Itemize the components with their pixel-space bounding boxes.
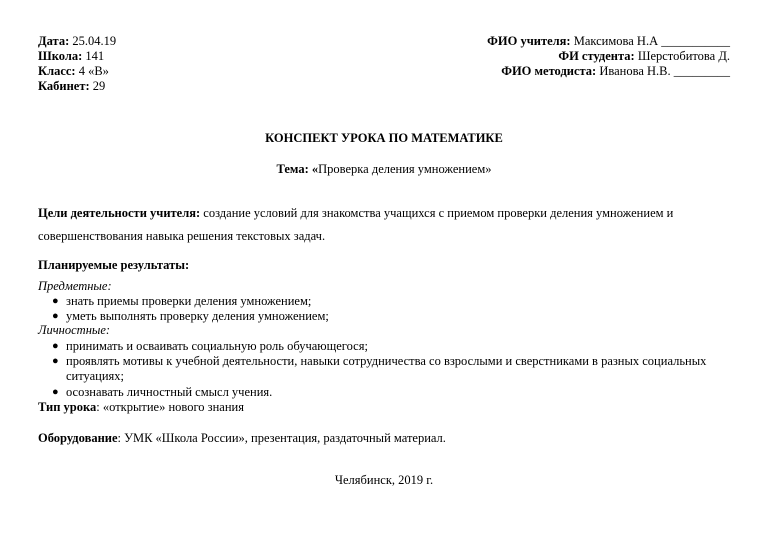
bullet-icon: ● <box>52 355 59 367</box>
goals-text-1: создание условий для знакомства учащихся с приемом проверки деления умножением и <box>200 206 674 220</box>
room-line <box>38 78 105 94</box>
teacher-value: Максимова Н.А ___________ <box>573 34 730 48</box>
student-value: Шерстобитова Д. <box>637 49 730 63</box>
methodist-value: Иванова Н.В. _________ <box>599 64 730 78</box>
room-label: Кабинет: <box>38 79 90 93</box>
lesson-type-line <box>38 399 244 415</box>
results-heading-text: Планируемые результаты: <box>38 258 190 272</box>
equipment-label: Оборудование <box>38 431 118 445</box>
goals-text-2: совершенствования навыка решения текстовых задач. <box>38 229 326 243</box>
list-item-continuation: ситуациях; <box>66 369 125 383</box>
student-line <box>558 48 730 64</box>
topic-line <box>0 161 768 177</box>
bullet-icon: ● <box>52 340 59 352</box>
date-value: 25.04.19 <box>72 34 117 48</box>
page-title-text: КОНСПЕКТ УРОКА ПО МАТЕМАТИКЕ <box>265 131 503 145</box>
personal-heading: Личностные: <box>38 323 111 337</box>
teacher-line <box>487 33 730 49</box>
list-item: осознавать личностный смысл учения. <box>66 385 273 399</box>
methodist-label: ФИО методиста: <box>501 64 597 78</box>
bullet-icon: ● <box>52 386 59 398</box>
page-title <box>0 130 768 146</box>
date-line <box>38 33 116 49</box>
school-label: Школа: <box>38 49 83 63</box>
list-item: проявлять мотивы к учебной деятельности, навыки сотрудничества со взрослыми и сверстниками в разных социальных <box>66 354 707 368</box>
list-item: принимать и осваивать социальную роль обучающегося; <box>66 339 368 353</box>
methodist-line <box>501 63 730 79</box>
goals-label: Цели деятельности учителя: <box>38 206 201 220</box>
lesson-type-label: Тип урока <box>38 400 97 414</box>
bullet-icon: ● <box>52 310 59 322</box>
class-label: Класс: <box>38 64 76 78</box>
topic-value: Проверка деления умножением» <box>318 162 492 176</box>
school-line <box>38 48 104 64</box>
bullet-icon: ● <box>52 295 59 307</box>
goals-line-1 <box>38 205 673 221</box>
date-label: Дата: <box>38 34 70 48</box>
list-item: знать приемы проверки деления умножением; <box>66 294 312 308</box>
topic-label: Тема: « <box>276 162 319 176</box>
class-value: 4 «В» <box>78 64 109 78</box>
room-value: 29 <box>92 79 106 93</box>
equipment-line <box>38 430 446 446</box>
goals-line-2 <box>38 228 325 244</box>
teacher-label: ФИО учителя: <box>487 34 571 48</box>
list-item: уметь выполнять проверку деления умножением; <box>66 309 329 323</box>
student-label: ФИ студента: <box>558 49 635 63</box>
results-heading <box>38 257 189 273</box>
footer-city-year: Челябинск, 2019 г. <box>334 473 434 487</box>
equipment-value: : УМК «Школа России», презентация, раздаточный материал. <box>117 431 446 445</box>
lesson-type-value: : «открытие» нового знания <box>96 400 244 414</box>
class-line <box>38 63 109 79</box>
school-value: 141 <box>85 49 105 63</box>
subject-heading: Предметные: <box>38 279 112 293</box>
